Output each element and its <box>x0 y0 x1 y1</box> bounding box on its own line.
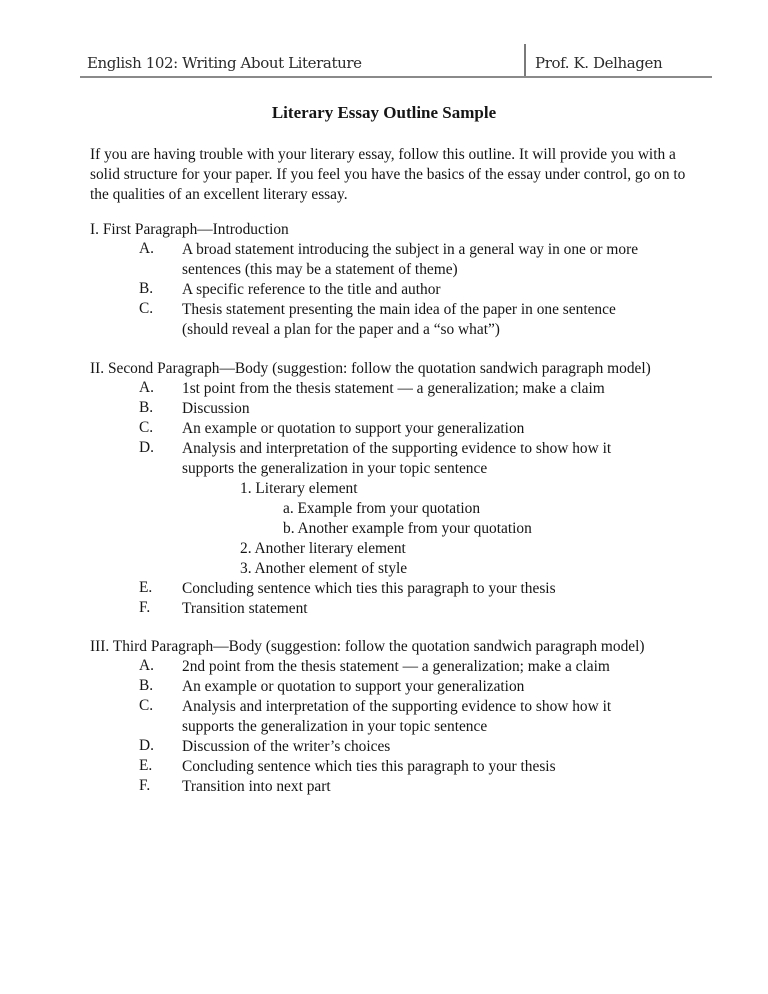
outline-section-2 <box>90 359 710 619</box>
section-heading: III. Third Paragraph—Body (suggestion: follow the quotation sandwich paragraph model) <box>90 638 645 655</box>
item-label: D. <box>139 737 154 754</box>
outline-item <box>90 697 710 737</box>
item-label: B. <box>139 677 154 694</box>
item-label: A. <box>139 379 154 396</box>
page-header <box>80 44 712 77</box>
outline-subitem: 1. Literary element <box>240 480 358 497</box>
outline-item <box>90 657 710 677</box>
outline-item <box>90 599 710 619</box>
item-label: E. <box>139 579 153 596</box>
item-text: A specific reference to the title and author <box>182 281 441 298</box>
outline-subitem: 2. Another literary element <box>240 540 406 557</box>
item-text: An example or quotation to support your generalization <box>182 420 525 437</box>
item-label: D. <box>139 439 154 456</box>
item-text: Analysis and interpretation of the supporting evidence to show how it supports the generalization in your topic sentence <box>182 440 612 477</box>
item-label: F. <box>139 599 151 616</box>
document-title: Literary Essay Outline Sample <box>271 103 497 122</box>
item-label: F. <box>139 777 151 794</box>
intro-paragraph: If you are having trouble with your literary essay, follow this outline. It will provide you with a solid structure for your paper. If you feel you have the basics of the essay under control, go on to the qualities of an excellent literary essay. <box>90 146 686 203</box>
outline-item <box>90 757 710 777</box>
outline-item <box>90 737 710 757</box>
item-label: C. <box>139 697 154 714</box>
item-label: C. <box>139 419 154 436</box>
item-text: 1st point from the thesis statement — a generalization; make a claim <box>182 380 605 397</box>
outline-subitem: b. Another example from your quotation <box>283 520 532 537</box>
item-text: An example or quotation to support your generalization <box>182 678 525 695</box>
outline-subitem: a. Example from your quotation <box>283 500 481 517</box>
item-label: A. <box>139 657 154 674</box>
section-heading: II. Second Paragraph—Body (suggestion: follow the quotation sandwich paragraph model) <box>90 360 651 377</box>
outline-item <box>90 379 710 399</box>
section-heading: I. First Paragraph—Introduction <box>90 221 289 238</box>
item-text: 2nd point from the thesis statement — a generalization; make a claim <box>182 658 610 675</box>
item-text: Discussion <box>182 400 250 417</box>
outline-item <box>90 439 710 479</box>
outline-section-1 <box>90 220 710 340</box>
header-divider <box>524 44 526 77</box>
item-text: Transition into next part <box>182 778 331 795</box>
header-rule <box>80 76 712 78</box>
item-label: A. <box>139 240 154 257</box>
item-text: Discussion of the writer’s choices <box>182 738 391 755</box>
item-label: E. <box>139 757 153 774</box>
item-text: Concluding sentence which ties this paragraph to your thesis <box>182 758 556 775</box>
outline-item <box>90 677 710 697</box>
item-text: Thesis statement presenting the main idea of the paper in one sentence (should reveal a plan for the paper and a “so what”) <box>182 301 616 338</box>
outline-item <box>90 579 710 599</box>
item-text: A broad statement introducing the subject in a general way in one or more sentences (this may be a statement of theme) <box>182 241 639 278</box>
instructor-name: Prof. K. Delhagen <box>535 54 663 72</box>
outline-item <box>90 280 710 300</box>
item-text: Concluding sentence which ties this paragraph to your thesis <box>182 580 556 597</box>
course-title: English 102: Writing About Literature <box>87 54 362 72</box>
outline-item <box>90 777 710 797</box>
outline-item <box>90 419 710 439</box>
item-label: B. <box>139 280 154 297</box>
outline-subitem: 3. Another element of style <box>240 560 408 577</box>
item-label: B. <box>139 399 154 416</box>
outline-item <box>90 399 710 419</box>
item-label: C. <box>139 300 154 317</box>
outline-item <box>90 300 710 340</box>
outline-section-3 <box>90 637 710 797</box>
item-text: Analysis and interpretation of the supporting evidence to show how it supports the generalization in your topic sentence <box>182 698 612 735</box>
outline-item <box>90 240 710 280</box>
item-text: Transition statement <box>182 600 308 617</box>
